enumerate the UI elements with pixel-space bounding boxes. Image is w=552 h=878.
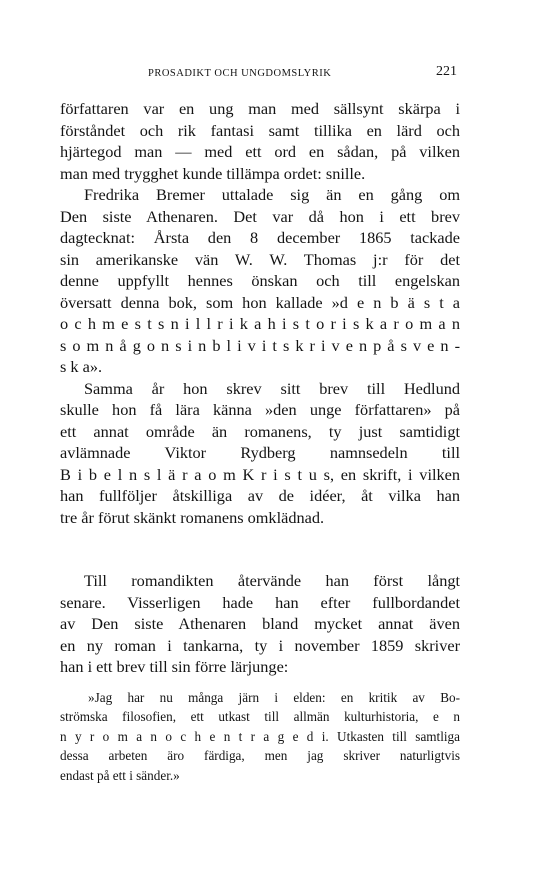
text-line: Fredrika Bremer uttalade sig än en gång om: [84, 185, 460, 204]
text-line: författaren var en ung man med sällsynt skärpa i: [60, 99, 460, 118]
text-line: dagtecknat: Årsta den 8 december 1865 tackade: [60, 228, 460, 247]
text-line: senare. Visserligen hade han efter fullbordandet: [60, 592, 460, 612]
quote-line: endast på ett i sänder.»: [60, 767, 180, 783]
running-head: PROSADIKT OCH UNGDOMSLYRIK: [148, 68, 332, 79]
paragraph: [60, 184, 460, 378]
text-line: Till romandikten återvände han först långt: [84, 571, 460, 590]
text-line: B i b e l n s l ä r a o m K r i s t u s, en skrift, i vilken: [60, 464, 460, 484]
text-line: o c h m e s t s n i l l r i k a h i s t o r i s k a r o m a n: [60, 314, 460, 333]
text-line: tre år förut skänkt romanens omklädnad.: [60, 507, 325, 527]
text-line: denne uppfyllt hennes önskan och till engelskan: [60, 271, 460, 290]
text-line: förståndet och rik fantasi samt tillika en lärd och: [60, 120, 460, 140]
paragraph: [60, 98, 460, 184]
paragraph: [60, 570, 460, 678]
page-number: 221: [436, 64, 457, 79]
quote-line: dessa arbeten äro färdiga, men jag skriver naturligtvis: [60, 748, 460, 763]
page-header: [60, 64, 460, 84]
text-line: av Den siste Athenaren bland mycket annat även: [60, 614, 460, 633]
quote-line: n y r o m a n o c h e n t r a g e d i. Utkasten till samtliga: [60, 728, 460, 744]
text-line: avlämnade Viktor Rydberg namnsedeln till: [60, 443, 460, 462]
text-line: Den siste Athenaren. Det var då hon i ett brev: [60, 206, 460, 226]
text-line: s o m n å g o n s i n b l i v i t s k r i v e n p å s v e n -: [60, 335, 460, 355]
paragraph: [60, 378, 460, 529]
text-line: hjärtegod man — med ett ord en sådan, på vilken: [60, 142, 460, 161]
text-line: sin amerikanske vän W. W. Thomas j:r för det: [60, 249, 460, 269]
text-line: skulle hon få lära känna »den unge författaren» på: [60, 400, 460, 419]
text-line: s k a».: [60, 357, 103, 376]
quote-gap: [60, 678, 460, 688]
text-line: man med trygghet kunde tillämpa ordet: snille.: [60, 163, 366, 183]
text-line: han fullföljer åtskilliga av de idéer, åt vilka han: [60, 486, 460, 505]
block-quote: [60, 688, 460, 786]
text-line: ett annat område än romanens, ty just samtidigt: [60, 421, 460, 441]
section-gap: [60, 528, 460, 570]
text-line: Samma år hon skrev sitt brev till Hedlund: [84, 378, 460, 398]
quote-line: strömska filosofien, ett utkast till allmän kulturhistoria, e n: [60, 709, 460, 724]
text-line: översatt denna bok, som hon kallade »d e n b ä s t a: [60, 292, 460, 312]
text-line: han i ett brev till sin förre lärjunge:: [60, 657, 289, 676]
text-line: en ny roman i tankarna, ty i november 1859 skriver: [60, 635, 460, 655]
body-text: [60, 98, 460, 785]
quote-line: »Jag har nu många järn i elden: en kritik av Bo-: [88, 689, 460, 705]
